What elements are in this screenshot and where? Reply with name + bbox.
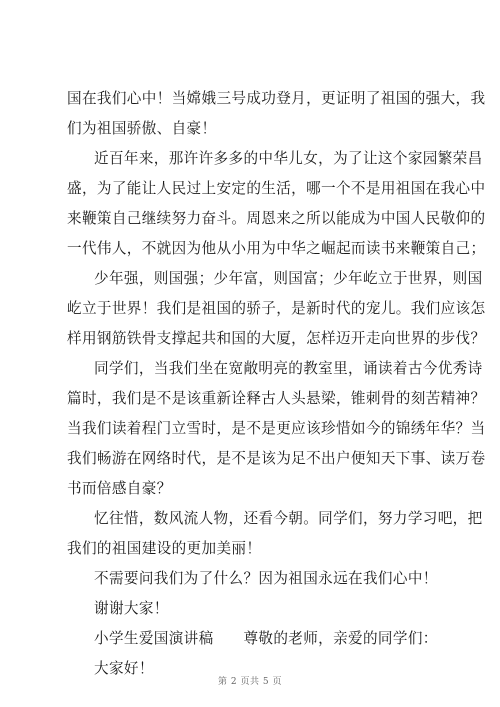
paragraph-line: 们为祖国骄傲、自豪！ (67, 120, 217, 137)
paragraph-line: 来鞭策自己继续努力奋斗。周恩来之所以能成为中国人民敬仰的 (67, 210, 486, 227)
paragraph-line: 忆往惜，数风流人物，还看今朝。同学们，努力学习吧，把 (94, 510, 483, 527)
paragraph-line: 书而倍感自豪？ (67, 480, 172, 497)
paragraph-line: 不需要问我们为了什么？因为祖国永远在我们心中！ (94, 570, 438, 587)
paragraph-line: 盛，为了能让人民过上安定的生活，哪一个不是用祖国在我心中 (67, 180, 486, 197)
paragraph-line: 我们的祖国建设的更加美丽！ (67, 540, 262, 557)
paragraph-line: 当我们读着程门立雪时，是不是更应该珍惜如今的锦绣年华？当 (67, 420, 486, 437)
paragraph-line: 大家好！ (94, 660, 154, 677)
paragraph-line: 我们畅游在网络时代，是不是该为足不出户便知天下事、读万卷 (67, 450, 486, 467)
paragraph-line: 谢谢大家！ (94, 600, 169, 617)
paragraph-line: 样用钢筋铁骨支撑起共和国的大厦，怎样迈开走向世界的步伐？ (67, 330, 486, 347)
paragraph-line: 小学生爱国演讲稿 尊敬的老师，亲爱的同学们： (94, 630, 438, 647)
paragraph-line: 篇时，我们是不是该重新诠释古人头悬梁，锥刺骨的刻苦精神？ (67, 390, 486, 407)
paragraph-line: 少年强，则国强；少年富，则国富；少年屹立于世界，则国 (94, 270, 483, 287)
paragraph-line: 同学们，当我们坐在宽敞明亮的教室里，诵读着古今优秀诗 (94, 360, 483, 377)
paragraph-line: 近百年来，那许许多多的中华儿女，为了让这个家园繁荣昌 (94, 150, 483, 167)
paragraph-line: 一代伟人，不就因为他从小用为中华之崛起而读书来鞭策自己； (67, 240, 486, 257)
paragraph-line: 国在我们心中！当嫦娥三号成功登月，更证明了祖国的强大，我 (67, 90, 486, 107)
paragraph-line: 屹立于世界！我们是祖国的骄子，是新时代的宠儿。我们应该怎 (67, 300, 486, 317)
page-number-footer: 第 2 页共 5 页 (218, 677, 282, 687)
